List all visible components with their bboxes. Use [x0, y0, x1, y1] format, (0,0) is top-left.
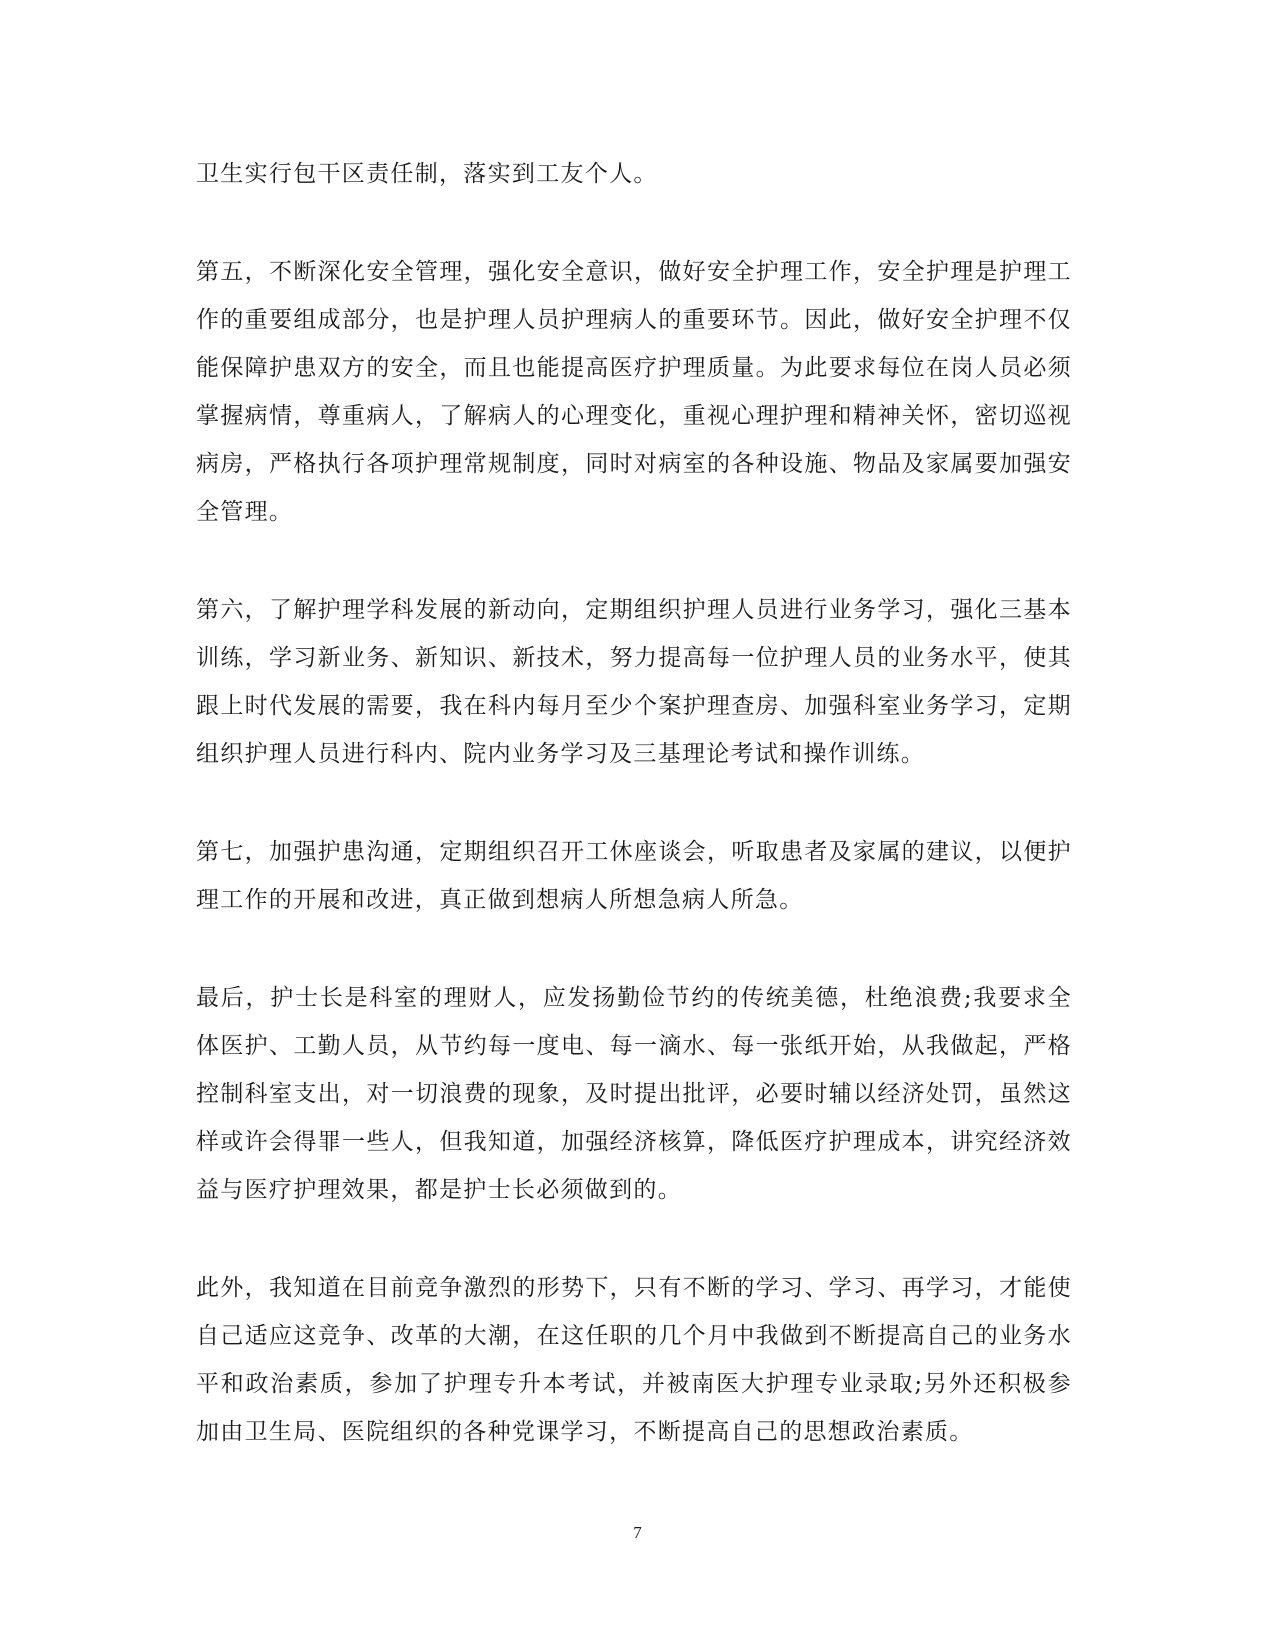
document-body [196, 150, 1072, 1506]
page-number: 7 [633, 1523, 642, 1542]
paragraph-seventh-communication: 第七，加强护患沟通，定期组织召开工休座谈会，听取患者及家属的建议，以便护理工作的开展和改进，真正做到想病人所想急病人所急。 [196, 839, 1072, 913]
paragraph-sanitation: 卫生实行包干区责任制，落实到工友个人。 [196, 161, 658, 187]
paragraph-finally-thrift: 最后，护士长是科室的理财人，应发扬勤俭节约的传统美德，杜绝浪费;我要求全体医护、工勤人员，从节约每一度电、每一滴水、每一张纸开始，从我做起，严格控制科室支出，对一切浪费的现象，及时提出批评，必要时辅以经济处罚，虽然这样或许会得罪一些人，但我知道，加强经济核算，降低医疗护理成本，讲究经济效益与医疗护理效果，都是护士长必须做到的。 [196, 985, 1072, 1203]
paragraph-sixth-training: 第六，了解护理学科发展的新动向，定期组织护理人员进行业务学习，强化三基本训练，学习新业务、新知识、新技术，努力提高每一位护理人员的业务水平，使其跟上时代发展的需要，我在科内每月至少个案护理查房、加强科室业务学习，定期组织护理人员进行科内、院内业务学习及三基理论考试和操作训练。 [196, 597, 1072, 767]
paragraph-additionally-study: 此外，我知道在目前竞争激烈的形势下，只有不断的学习、学习、再学习，才能使自己适应这竞争、改革的大潮，在这任职的几个月中我做到不断提高自己的业务水平和政治素质，参加了护理专升本考试，并被南医大护理专业录取;另外还积极参加由卫生局、医院组织的各种党课学习，不断提高自己的思想政治素质。 [196, 1275, 1072, 1445]
paragraph-fifth-safety: 第五，不断深化安全管理，强化安全意识，做好安全护理工作，安全护理是护理工作的重要组成部分，也是护理人员护理病人的重要环节。因此，做好安全护理不仅能保障护患双方的安全，而且也能提高医疗护理质量。为此要求每位在岗人员必须掌握病情，尊重病人，了解病人的心理变化，重视心理护理和精神关怀，密切巡视病房，严格执行各项护理常规制度，同时对病室的各种设施、物品及家属要加强安全管理。 [196, 259, 1072, 525]
